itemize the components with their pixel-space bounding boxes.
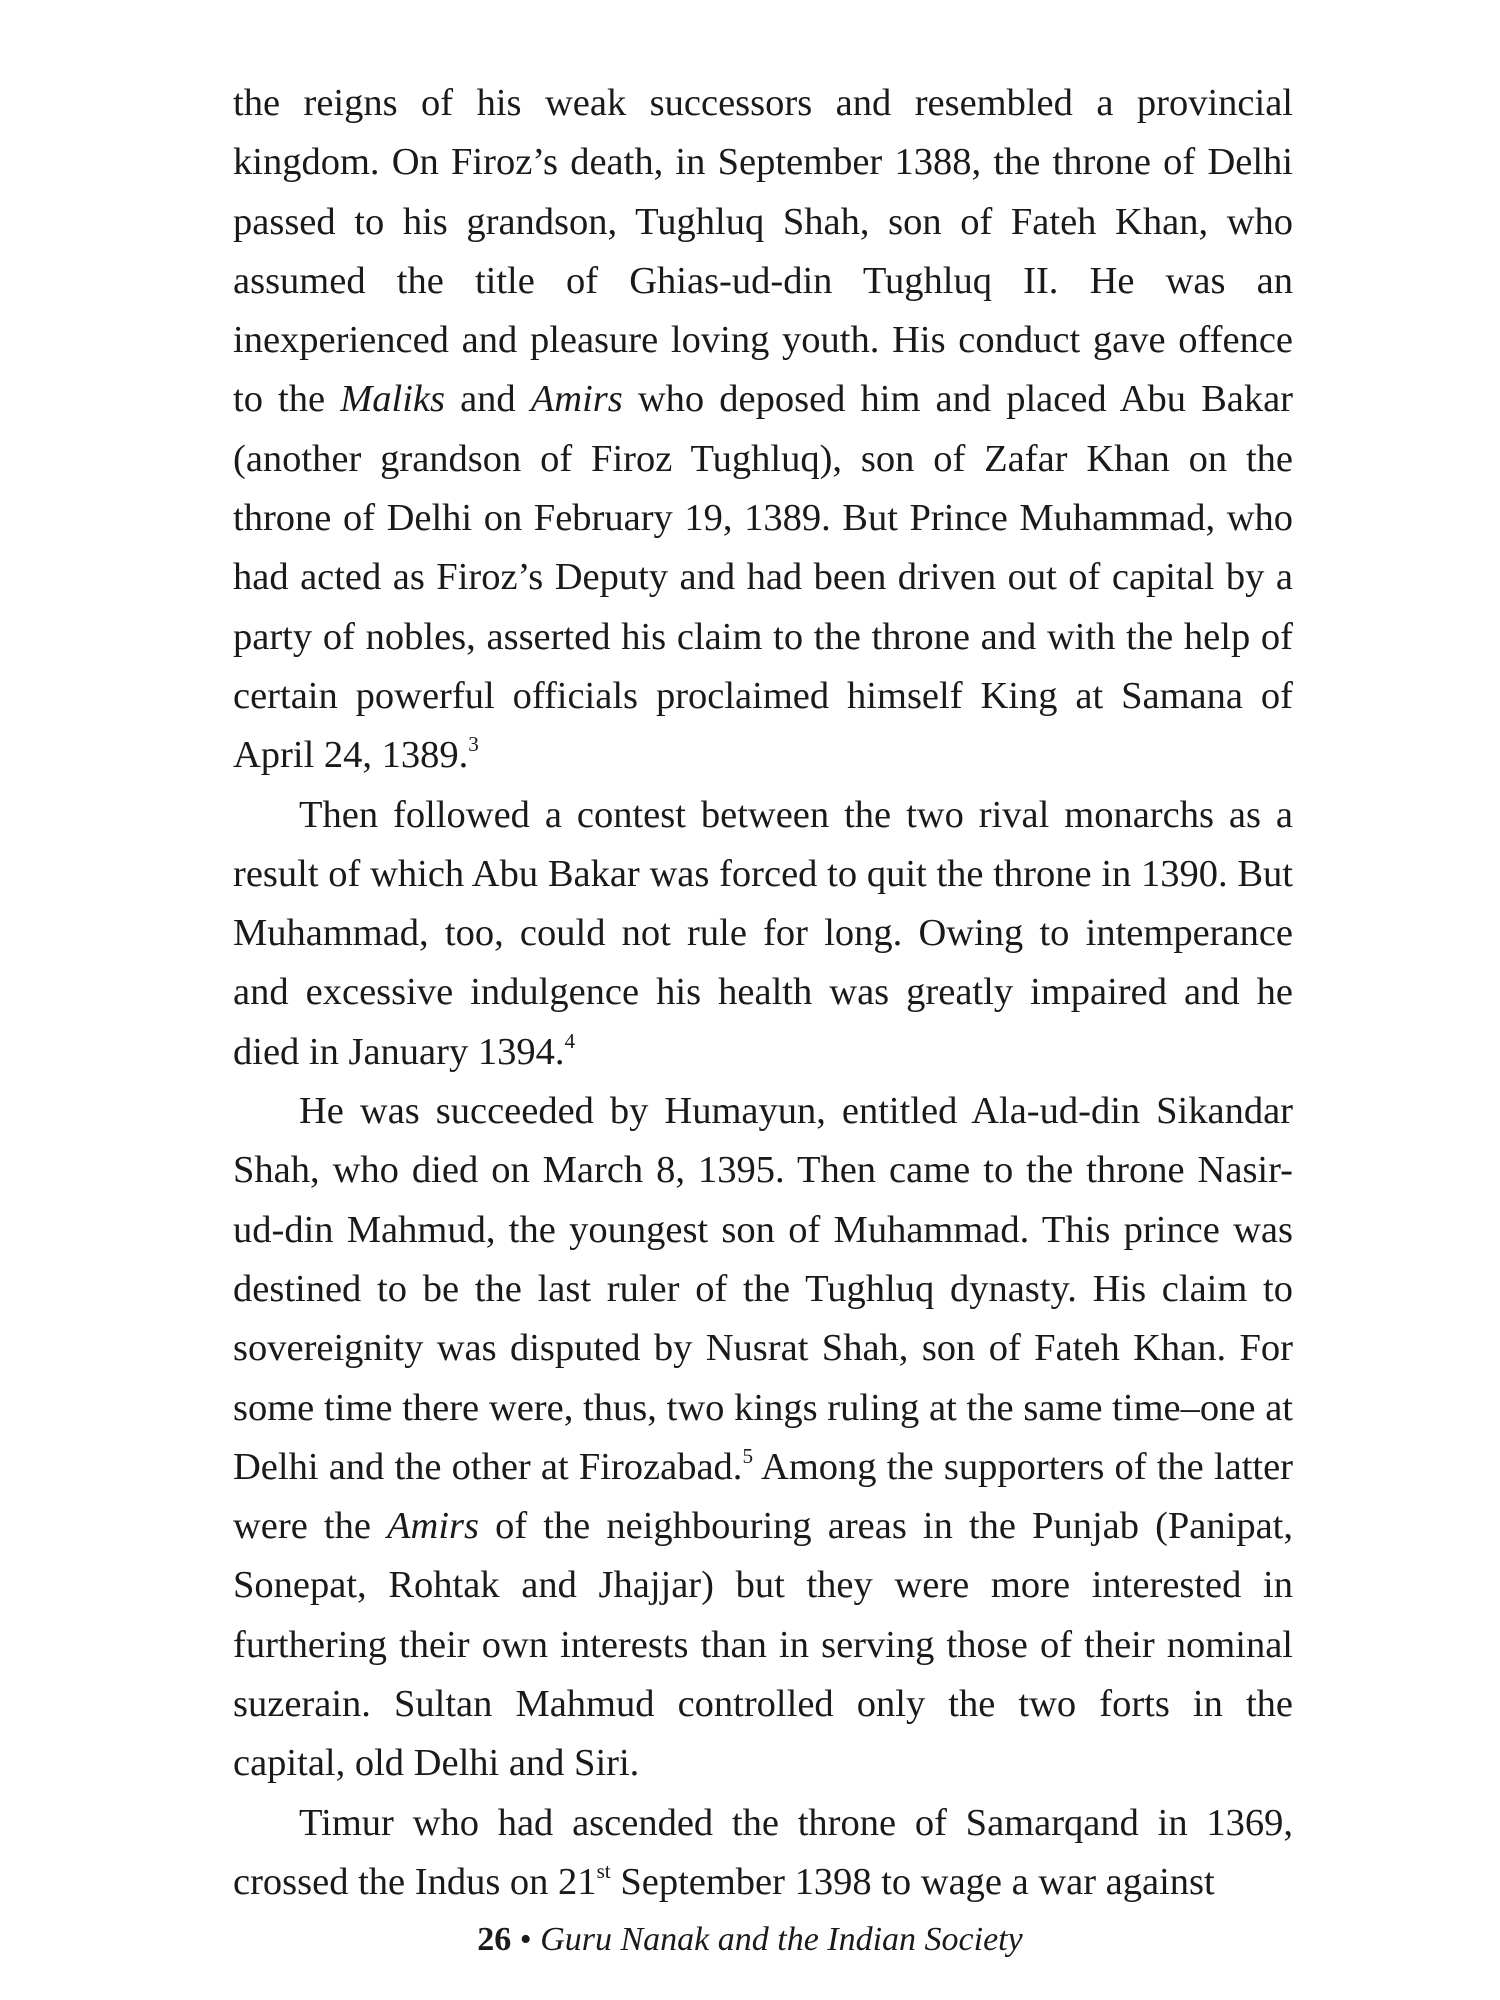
text-segment: of the neighbouring areas in the Punjab (Panipat, Sonepat, Rohtak and Jhajjar) but they were more interested in furthering their own interests than in serving those of their nominal suzerain. Sultan Mahmud controlled only the two forts in the capital, old Delhi and Siri. (233, 1505, 1293, 1785)
footnote-ref-3: 3 (468, 732, 479, 757)
text-segment: and (444, 378, 531, 421)
ordinal-suffix: st (596, 1859, 611, 1884)
page-body (233, 74, 1293, 1912)
text-segment: September 1398 to wage a war against (610, 1860, 1215, 1903)
book-title: Guru Nanak and the Indian Society (540, 1921, 1023, 1958)
paragraph-1 (233, 74, 1293, 786)
paragraph-3 (233, 1082, 1293, 1794)
footer-separator: • (519, 1921, 532, 1958)
footnote-ref-4: 4 (564, 1028, 576, 1053)
page-footer (0, 1920, 1500, 1960)
page-number: 26 (477, 1921, 512, 1958)
italic-term-maliks: Maliks (340, 378, 445, 421)
italic-term-amirs: Amirs (387, 1505, 479, 1548)
paragraph-2 (233, 786, 1293, 1082)
text-segment: the reigns of his weak successors and resembled a provincial kingdom. On Firoz’s death, in September 1388, the throne of Delhi passed to his grandson, Tughluq Shah, son of Fateh Khan, who assumed the title of Ghias-ud-din Tughluq II. He was an inexperienced and pleasure loving youth. His conduct gave offence to the (233, 82, 1293, 421)
text-segment: Timur who had ascended the throne of Samarqand in 1369, crossed the Indus on 21 (233, 1801, 1293, 1903)
italic-term-amirs: Amirs (530, 378, 623, 421)
text-segment: He was succeeded by Humayun, entitled Ala-ud-din Sikandar Shah, who died on March 8, 1395. Then came to the throne Nasir-ud-din Mahmud, the youngest son of Muhammad. This prince was destined to be the last ruler of the Tughluq dynasty. His claim to sovereignity was disputed by Nusrat Shah, son of Fateh Khan. For some time there were, thus, two kings ruling at the same time–one at Delhi and the other at Firozabad. (233, 1090, 1293, 1488)
text-segment: who deposed him and placed Abu Bakar (another grandson of Firoz Tughluq), son of Zafar Khan on the throne of Delhi on February 19, 1389. But Prince Muhammad, who had acted as Firoz’s Deputy and had been driven out of capital by a party of nobles, asserted his claim to the throne and with the help of certain powerful officials proclaimed himself King at Samana of April 24, 1389. (233, 378, 1293, 777)
paragraph-4 (233, 1794, 1293, 1913)
text-segment: Among the supporters of the latter were the (233, 1445, 1293, 1548)
footnote-ref-5: 5 (742, 1443, 754, 1468)
text-segment: Then followed a contest between the two rival monarchs as a result of which Abu Bakar was forced to quit the throne in 1390. But Muhammad, too, could not rule for long. Owing to intemperance and excessive indulgence his health was greatly impaired and he died in January 1394. (233, 793, 1293, 1073)
